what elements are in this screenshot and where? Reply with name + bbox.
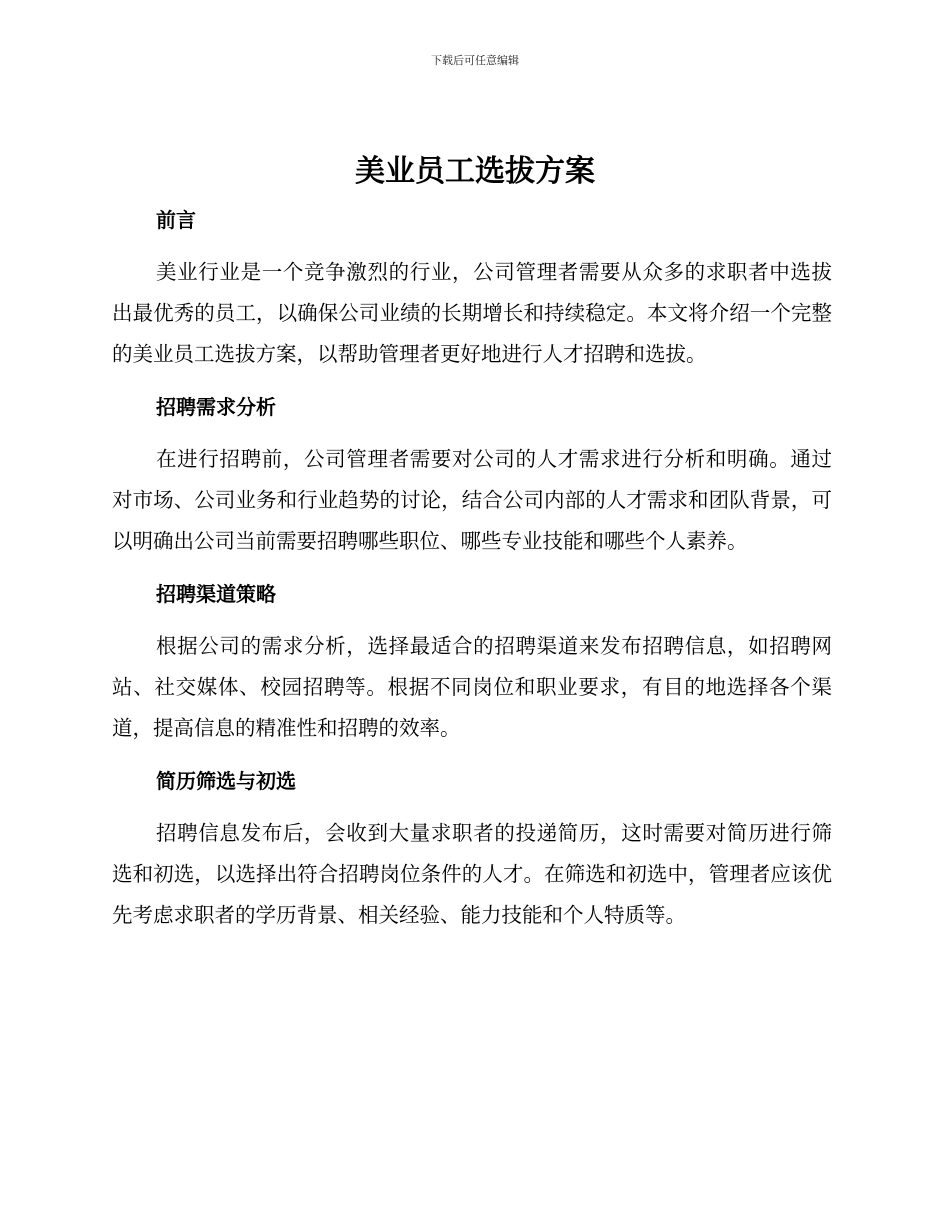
section-paragraph: 招聘信息发布后，会收到大量求职者的投递简历，这时需要对简历进行筛选和初选，以选择出符合招聘岗位条件的人才。在筛选和初选中，管理者应该优先考虑求职者的学历背景、相关经验、能力技能和个人特质等。 [112, 821, 832, 927]
section-paragraph: 在进行招聘前，公司管理者需要对公司的人才需求进行分析和明确。通过对市场、公司业务和行业趋势的讨论，结合公司内部的人才需求和团队背景，可以明确出公司当前需要招聘哪些职位、哪些专业技能和哪些个人素养。 [112, 447, 832, 553]
section-heading: 招聘渠道策略 [156, 582, 276, 606]
section-recruitment-needs [112, 387, 832, 562]
document-body [112, 200, 832, 948]
section-paragraph: 根据公司的需求分析，选择最适合的招聘渠道来发布招聘信息，如招聘网站、社交媒体、校园招聘等。根据不同岗位和职业要求，有目的地选择各个渠道，提高信息的精准性和招聘的效率。 [112, 634, 832, 740]
section-paragraph: 美业行业是一个竞争激烈的行业，公司管理者需要从众多的求职者中选拔出最优秀的员工，以确保公司业绩的长期增长和持续稳定。本文将介绍一个完整的美业员工选拔方案，以帮助管理者更好地进行人才招聘和选拔。 [112, 260, 832, 366]
section-preface [112, 200, 832, 375]
document-title: 美业员工选拔方案 [355, 154, 595, 189]
section-heading: 招聘需求分析 [156, 395, 276, 419]
section-resume-screening [112, 761, 832, 936]
section-recruitment-channels [112, 574, 832, 749]
section-heading: 简历筛选与初选 [156, 769, 296, 793]
section-heading: 前言 [156, 208, 196, 232]
header-note: 下载后可任意编辑 [431, 54, 519, 67]
